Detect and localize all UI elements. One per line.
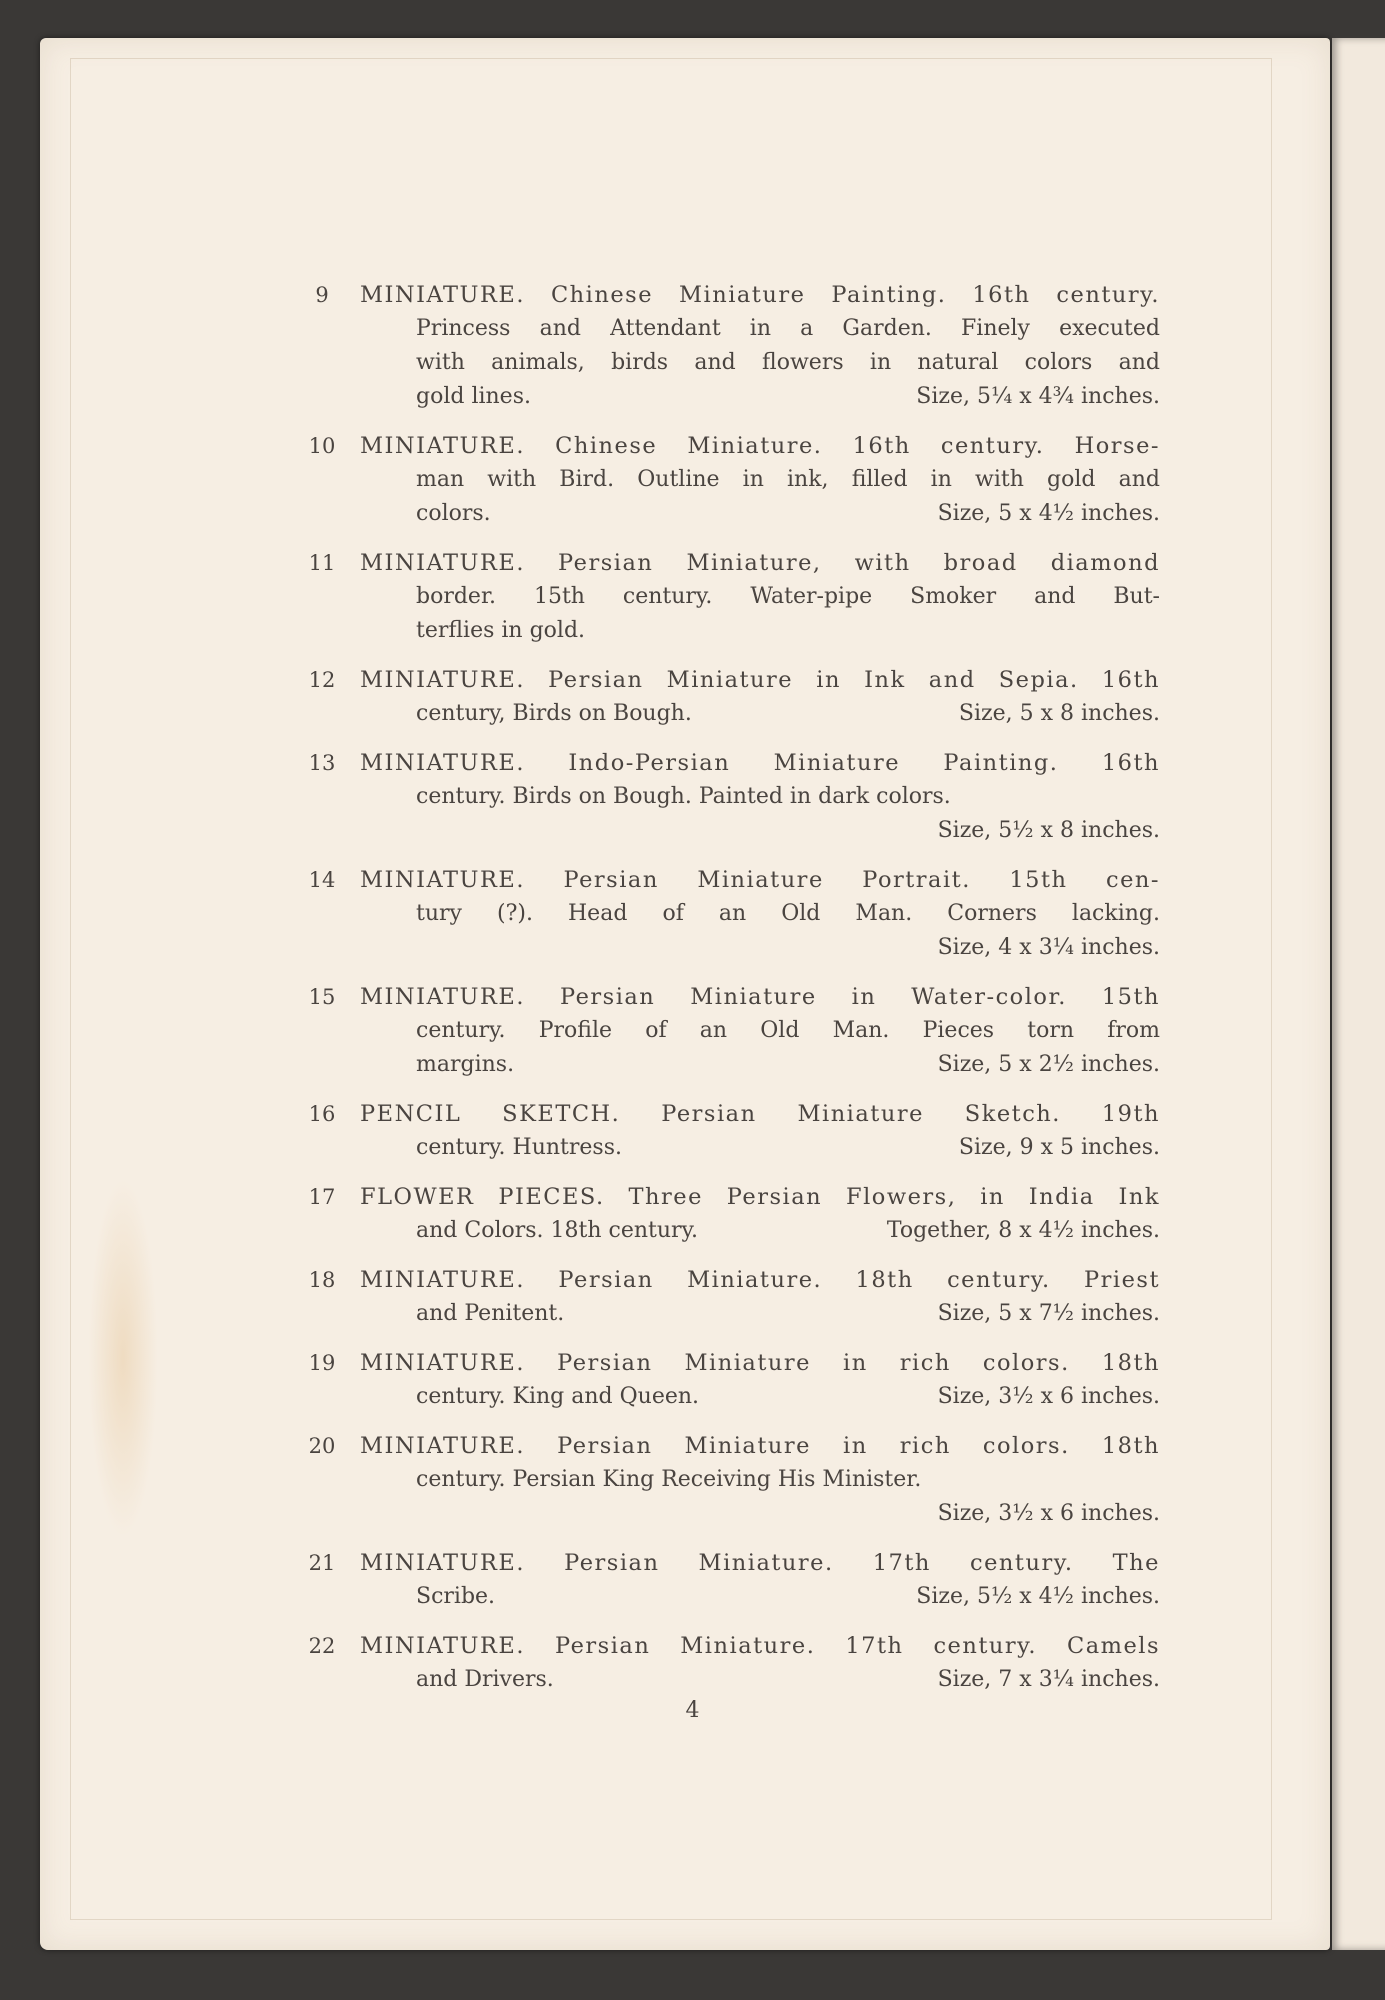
catalog-entry: [308, 746, 1160, 848]
entry-number: 11: [308, 551, 336, 575]
catalog-entry: [308, 1263, 1160, 1331]
entry-size-line: [360, 1048, 1160, 1082]
entry-size: Together, 8 x 4½ inches.: [886, 1218, 1160, 1243]
entry-size: Size, 4 x 3¼ inches.: [937, 935, 1160, 960]
entry-size: Size, 3½ x 6 inches.: [937, 1501, 1160, 1526]
entry-size-line: [360, 1131, 1160, 1165]
entry-size: Size, 5 x 4½ inches.: [937, 501, 1160, 526]
entry-heading-line: MINIATURE. Chinese Miniature. 16th century. Horse-: [360, 433, 1160, 459]
entry-number: 18: [308, 1268, 336, 1292]
catalog-entry: [308, 863, 1160, 965]
entry-heading-line: MINIATURE. Persian Miniature Portrait. 15th cen-: [360, 867, 1160, 893]
entry-description-line: century. Birds on Bough. Painted in dark colors.: [416, 784, 951, 809]
entry-size: Size, 5½ x 8 inches.: [937, 818, 1160, 843]
catalog-entry: [308, 1097, 1160, 1165]
entry-text: century. Huntress.: [416, 1135, 623, 1160]
entry-number: 19: [308, 1351, 336, 1375]
catalog-entry: [315, 278, 1160, 414]
entry-size: Size, 9 x 5 inches.: [958, 1135, 1160, 1160]
adjacent-page-edge: [1332, 38, 1385, 1950]
entry-number: 20: [308, 1434, 336, 1458]
entry-size: Size, 5½ x 4½ inches.: [916, 1584, 1160, 1609]
entry-heading-line: MINIATURE. Persian Miniature in Ink and Sepia. 16th: [360, 667, 1160, 693]
entry-size-line: [360, 814, 1160, 848]
catalog-entry: [308, 663, 1160, 731]
entry-description-line: with animals, birds and flowers in natural colors and: [416, 350, 1160, 375]
catalog-entry: [308, 1346, 1160, 1414]
catalog-entry: [308, 980, 1160, 1082]
entry-number: 12: [308, 668, 336, 692]
entry-size: Size, 3½ x 6 inches.: [937, 1384, 1160, 1409]
entry-text: margins.: [416, 1052, 515, 1077]
entry-heading-line: MINIATURE. Indo-Persian Miniature Painting. 16th: [360, 750, 1160, 776]
entry-size-line: [360, 497, 1160, 531]
catalog-entry: [308, 1546, 1160, 1614]
catalog-entry: [308, 1429, 1160, 1531]
entry-size-line: [360, 697, 1160, 731]
entry-description-line: tury (?). Head of an Old Man. Corners lacking.: [416, 901, 1160, 926]
entry-size: Size, 5 x 2½ inches.: [937, 1052, 1160, 1077]
entry-size-line: [360, 1214, 1160, 1248]
entry-text: and Colors. 18th century.: [416, 1218, 699, 1243]
entry-size-line: [360, 931, 1160, 965]
entry-description-line: century. Persian King Receiving His Minister.: [416, 1467, 922, 1492]
entry-heading-line: MINIATURE. Persian Miniature in Water-color. 15th: [360, 984, 1160, 1010]
page-number: 4: [685, 1698, 700, 1723]
entry-text: and Penitent.: [416, 1301, 565, 1326]
entry-text: century, Birds on Bough.: [416, 701, 692, 726]
entry-heading-line: FLOWER PIECES. Three Persian Flowers, in India Ink: [360, 1184, 1160, 1210]
entry-number: 17: [308, 1185, 336, 1209]
entry-description-line: terflies in gold.: [416, 618, 586, 643]
entry-heading-line: MINIATURE. Chinese Miniature Painting. 16th century.: [360, 282, 1160, 308]
entry-size-line: [360, 1297, 1160, 1331]
entry-size-line: [360, 1663, 1160, 1697]
entry-number: 21: [308, 1551, 336, 1575]
entry-heading-line: MINIATURE. Persian Miniature. 17th century. Camels: [360, 1633, 1160, 1659]
entry-text: and Drivers.: [416, 1667, 554, 1692]
entry-number: 14: [308, 868, 336, 892]
entry-heading-line: PENCIL SKETCH. Persian Miniature Sketch. 19th: [360, 1101, 1160, 1127]
entry-description-line: border. 15th century. Water-pipe Smoker and But-: [416, 584, 1160, 609]
entry-heading-line: MINIATURE. Persian Miniature. 17th century. The: [360, 1550, 1160, 1576]
entry-text: century. King and Queen.: [416, 1384, 700, 1409]
page-stain: [88, 1178, 158, 1538]
entry-size-line: [360, 1580, 1160, 1614]
catalog-entry: [308, 429, 1160, 531]
entry-description-line: century. Profile of an Old Man. Pieces torn from: [416, 1018, 1160, 1043]
entry-number: 9: [315, 283, 329, 307]
entry-heading-line: MINIATURE. Persian Miniature, with broad diamond: [360, 550, 1160, 576]
entry-heading-line: MINIATURE. Persian Miniature in rich colors. 18th: [360, 1433, 1160, 1459]
entry-number: 15: [308, 985, 336, 1009]
entry-heading-line: MINIATURE. Persian Miniature in rich colors. 18th: [360, 1350, 1160, 1376]
entry-number: 22: [308, 1634, 336, 1658]
entry-size: Size, 5 x 7½ inches.: [937, 1301, 1160, 1326]
entry-size: Size, 5¼ x 4¾ inches.: [916, 384, 1160, 409]
catalog-entries: [308, 278, 1160, 1712]
entry-description-line: Princess and Attendant in a Garden. Finely executed: [416, 316, 1160, 341]
entry-description-line: man with Bird. Outline in ink, filled in with gold and: [416, 467, 1160, 492]
entry-number: 13: [308, 751, 336, 775]
catalog-entry: [308, 1629, 1160, 1697]
entry-number: 10: [308, 434, 336, 458]
entry-size-line: [360, 1380, 1160, 1414]
catalog-entry: [308, 546, 1160, 648]
entry-size: Size, 5 x 8 inches.: [958, 701, 1160, 726]
entry-heading-line: MINIATURE. Persian Miniature. 18th century. Priest: [360, 1267, 1160, 1293]
entry-text: Scribe.: [416, 1584, 496, 1609]
entry-text: gold lines.: [416, 384, 531, 409]
entry-size-line: [360, 1497, 1160, 1531]
entry-number: 16: [308, 1102, 336, 1126]
entry-text: colors.: [416, 501, 491, 526]
entry-size-line: [360, 380, 1160, 414]
catalog-entry: [308, 1180, 1160, 1248]
entry-size: Size, 7 x 3¼ inches.: [937, 1667, 1160, 1692]
